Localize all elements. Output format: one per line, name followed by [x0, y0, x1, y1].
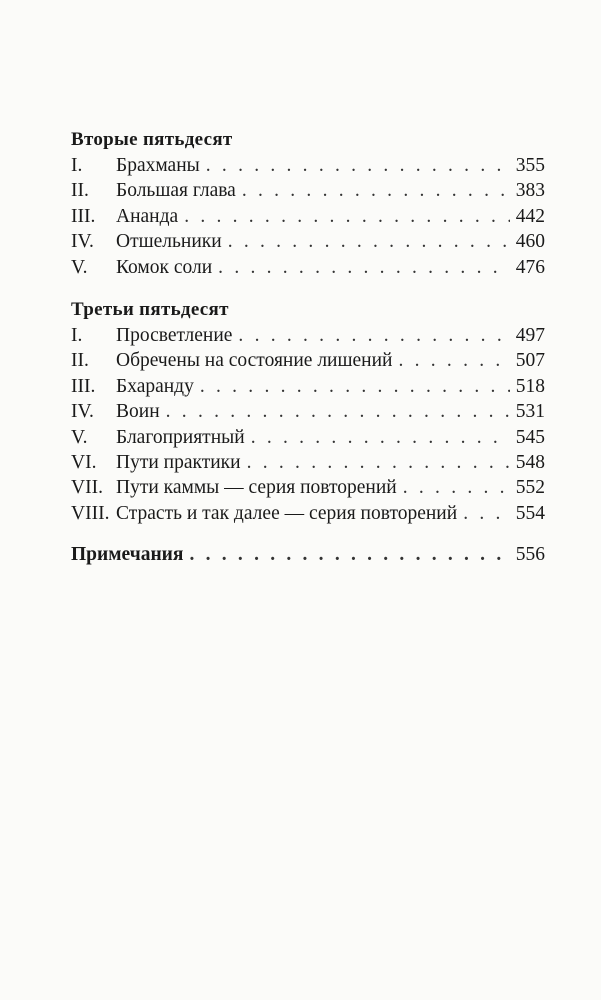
- entry-number: V.: [71, 426, 88, 448]
- entry-title: Воин: [116, 401, 160, 423]
- entry-title: Отшельники: [116, 231, 222, 253]
- entry-page: 518: [515, 375, 545, 397]
- toc-entry: [71, 374, 545, 399]
- entry-page: 497: [515, 324, 545, 346]
- dot-leader: [189, 542, 509, 567]
- dot-leader: [218, 255, 510, 280]
- entry-number: II.: [71, 180, 89, 202]
- notes-page: 556: [515, 544, 545, 566]
- entry-page: 460: [515, 231, 545, 253]
- entry-page: 554: [515, 502, 545, 524]
- entry-number: I.: [71, 155, 83, 176]
- entry-page: 383: [515, 180, 545, 202]
- dot-leader: [184, 204, 510, 229]
- entry-title: Комок соли: [116, 256, 213, 278]
- toc-entry: [71, 323, 545, 348]
- entry-number: IV.: [71, 231, 94, 253]
- entry-number: III.: [71, 205, 96, 227]
- entry-page: 548: [515, 451, 545, 473]
- entry-title: Брахманы: [116, 155, 200, 176]
- entry-page: 442: [515, 205, 545, 227]
- dot-leader: [166, 399, 510, 424]
- section-title: Третьи пятьдесят: [71, 298, 229, 320]
- notes-title: Примечания: [71, 544, 184, 566]
- entry-number: VI.: [71, 451, 97, 473]
- entry-page: 507: [515, 350, 545, 372]
- toc-entry: [71, 204, 545, 229]
- spacer: [71, 280, 545, 296]
- entry-title: Благоприятный: [116, 426, 245, 448]
- entry-page: 545: [515, 426, 545, 448]
- toc-entry: [71, 153, 545, 178]
- entry-title: Ананда: [116, 205, 179, 227]
- entry-page: 552: [515, 477, 545, 499]
- entry-number: VII.: [71, 477, 103, 499]
- entry-number: I.: [71, 324, 83, 346]
- dot-leader: [242, 178, 510, 203]
- section-second-fifty: [71, 126, 545, 280]
- section-third-fifty: [71, 296, 545, 526]
- table-of-contents: [71, 126, 545, 567]
- toc-entry: [71, 348, 545, 373]
- entry-page: 355: [515, 155, 545, 176]
- toc-entry: [71, 450, 545, 475]
- dot-leader: [228, 229, 510, 254]
- entry-page: 531: [515, 401, 545, 423]
- entry-number: III.: [71, 375, 96, 397]
- entry-title: Просветление: [116, 324, 233, 346]
- spacer: [71, 526, 545, 542]
- toc-entry: [71, 399, 545, 424]
- entry-title: Страсть и так далее — серия повторений: [116, 502, 458, 524]
- entry-page: 476: [515, 256, 545, 278]
- section-title: Вторые пятьдесят: [71, 129, 233, 150]
- dot-leader: [403, 475, 510, 500]
- entry-title: Бхаранду: [116, 375, 194, 397]
- entry-number: II.: [71, 350, 89, 372]
- dot-leader: [398, 348, 509, 373]
- toc-entry: [71, 178, 545, 203]
- entry-number: V.: [71, 256, 88, 278]
- entry-title: Обречены на состояние лишений: [116, 350, 393, 372]
- dot-leader: [200, 374, 510, 399]
- entry-title: Пути каммы — серия повторений: [116, 477, 397, 499]
- toc-entry: [71, 475, 545, 500]
- toc-entry: [71, 229, 545, 254]
- dot-leader: [247, 450, 510, 475]
- dot-leader: [206, 153, 510, 178]
- toc-entry: [71, 501, 545, 526]
- toc-entry-notes: [71, 542, 545, 567]
- entry-title: Большая глава: [116, 180, 236, 202]
- toc-entry: [71, 255, 545, 280]
- dot-leader: [238, 323, 509, 348]
- entry-number: IV.: [71, 401, 94, 423]
- toc-entry: [71, 425, 545, 450]
- entry-title: Пути практики: [116, 451, 241, 473]
- entry-number: VIII.: [71, 502, 110, 524]
- dot-leader: [251, 425, 510, 450]
- dot-leader: [463, 501, 510, 526]
